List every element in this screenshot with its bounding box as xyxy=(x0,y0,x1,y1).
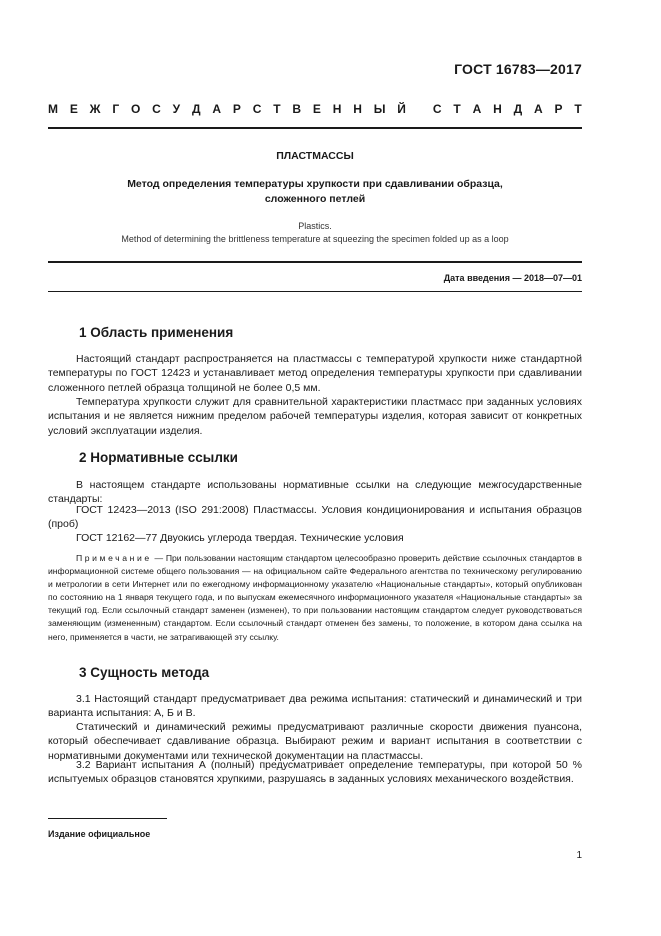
interstate-standard-banner xyxy=(48,102,582,116)
interstate-letter: Е xyxy=(69,102,78,116)
intro-rule xyxy=(48,291,582,292)
section-2-heading: 2 Нормативные ссылки xyxy=(79,450,238,465)
header-rule xyxy=(48,127,582,129)
interstate-letter: Ы xyxy=(373,102,386,116)
interstate-letter: С xyxy=(152,102,161,116)
section-3-heading: 3 Сущность метода xyxy=(79,665,210,680)
interstate-letter: У xyxy=(172,102,181,116)
standard-designation: ГОСТ 16783—2017 xyxy=(454,61,582,77)
section-1-heading: 1 Область применения xyxy=(79,325,234,340)
interstate-letter: А xyxy=(533,102,543,116)
title-sub-line2: сложенного петлей xyxy=(264,193,366,205)
interstate-letter: Н xyxy=(493,102,502,116)
section-1-paragraph-1: Настоящий стандарт распространяется на пластмассы с температурой хрупкости ниже стандартной температуры по ГОСТ 12423 и устанавливает метод определения температуры хрупкости при сдавливании сложенного петлей образца толщиной не более 0,5 мм. xyxy=(48,353,582,394)
page-number: 1 xyxy=(576,850,582,861)
section-3-paragraph-1: 3.1 Настоящий стандарт предусматривает два режима испытания: статический и динамический и три варианта испытания: А, Б и В. xyxy=(48,693,582,720)
section-2-reference-1: ГОСТ 12423—2013 (ISO 291:2008) Пластмассы. Условия кондиционирования и испытания образцов (проб) xyxy=(48,504,582,531)
interstate-letter: С xyxy=(432,102,442,116)
interstate-letter: М xyxy=(48,102,58,116)
title-english-line1: Plastics. xyxy=(298,221,332,231)
section-2-note xyxy=(48,552,582,644)
section-1-paragraph-2: Температура хрупкости служит для сравнительной характеристики пластмасс при заданных условиях испытания и не является нижним пределом рабочей температуры изделия, которая зависит от конкретных условий эксплуатации изделия. xyxy=(48,396,582,437)
title-sub xyxy=(48,177,582,207)
title-english xyxy=(48,220,582,246)
note-text: — При пользовании настоящим стандартом целесообразно проверить действие ссылочных стандартов в информационной системе общего пользования — на официальном сайте Федерального агентства по техническому регулированию и метрологии в сети Интернет или по ежегодному информационному указателю «Национальные стандарты», который опубликован по состоянию на 1 января текущего года, и по выпускам ежемесячного информационного указателя «Национальные стандарты» за текущий год. Если ссылочный стандарт заменен (изменен), то при пользовании настоящим стандартом следует руководствоваться заменяющим (измененным) стандартом. Если ссылочный стандарт отменен без замены, то положение, в котором дана ссылка на него, применяется в части, не затрагивающей эту ссылку. xyxy=(48,553,582,642)
interstate-letter: Г xyxy=(112,102,120,116)
title-english-line2: Method of determining the brittleness temperature at squeezing the specimen folded up as a loop xyxy=(121,234,509,244)
interstate-letter: Й xyxy=(397,102,406,116)
interstate-letter: А xyxy=(212,102,222,116)
section-3-paragraph-2: Статический и динамический режимы предусматривают различные скорости движения пуансона, который обеспечивает сдавливание образца. Выбирают режим и вариант испытания в соответствии с нормативными документами или технической документации на пластмассы. xyxy=(48,721,582,762)
footer-rule xyxy=(48,818,167,819)
introduction-date: Дата введения — 2018—07—01 xyxy=(443,273,582,283)
title-sub-line1: Метод определения температуры хрупкости при сдавливании образца, xyxy=(127,178,503,190)
interstate-letter: О xyxy=(131,102,141,116)
interstate-letter: Ж xyxy=(89,102,101,116)
interstate-letter: Н xyxy=(332,102,342,116)
title-rule xyxy=(48,261,582,263)
interstate-letter: С xyxy=(252,102,262,116)
interstate-letter xyxy=(418,102,421,116)
interstate-letter: Е xyxy=(312,102,321,116)
title-main: ПЛАСТМАССЫ xyxy=(276,150,354,162)
official-edition-label: Издание официальное xyxy=(48,829,151,839)
interstate-letter: Д xyxy=(191,102,201,116)
interstate-letter: Д xyxy=(513,102,523,116)
interstate-letter: В xyxy=(292,102,302,116)
section-2-paragraph-1: В настоящем стандарте использованы нормативные ссылки на следующие межгосударственные стандарты: xyxy=(48,479,582,506)
interstate-letter: Р xyxy=(232,102,241,116)
section-2-reference-2: ГОСТ 12162—77 Двуокись углерода твердая. Технические условия xyxy=(76,532,404,544)
note-label: Примечание xyxy=(76,553,152,563)
interstate-letter: Т xyxy=(574,102,582,116)
section-3-paragraph-3: 3.2 Вариант испытания А (полный) предусматривает определение температуры, при которой 50 % испытуемых образцов становятся хрупкими, разрушаясь в заданных условиях механического воздействия. xyxy=(48,759,582,786)
interstate-letter: Т xyxy=(453,102,461,116)
interstate-letter: Р xyxy=(554,102,563,116)
interstate-letter: Т xyxy=(273,102,281,116)
interstate-letter: А xyxy=(472,102,482,116)
interstate-letter: Н xyxy=(353,102,362,116)
